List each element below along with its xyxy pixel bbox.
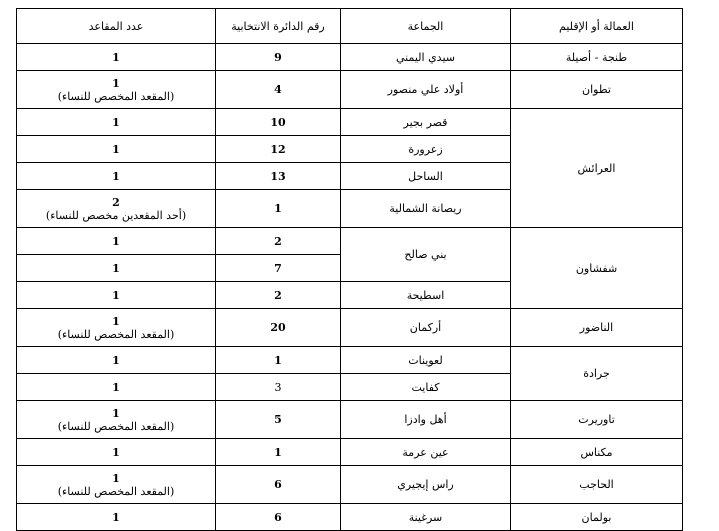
seats-cell	[17, 374, 216, 401]
header-commune: الجماعة	[341, 9, 511, 44]
seats-note: (المقعد المخصص للنساء)	[57, 419, 175, 433]
seats-value: 1	[112, 445, 120, 459]
seats-value: 1	[112, 142, 120, 156]
province-cell: العرائش	[511, 109, 683, 228]
province-cell: طنجة - أصيلة	[511, 44, 683, 71]
seats-value: 1	[112, 353, 120, 367]
seats-value: 1	[112, 288, 120, 302]
district-cell: 1	[216, 439, 341, 466]
seats-cell	[17, 136, 216, 163]
seats-cell	[17, 228, 216, 255]
district-cell: 6	[216, 466, 341, 504]
province-cell: تطوان	[511, 71, 683, 109]
province-cell: الحاجب	[511, 466, 683, 504]
commune-cell: ريصانة الشمالية	[341, 190, 511, 228]
seats-cell	[17, 309, 216, 347]
seats-value: 1	[112, 406, 120, 420]
seats-value: 1	[112, 380, 120, 394]
seats-value: 1	[112, 76, 120, 90]
table-row	[17, 347, 683, 374]
seats-cell	[17, 163, 216, 190]
seats-cell	[17, 466, 216, 504]
commune-cell: سرغينة	[341, 504, 511, 531]
commune-cell: سيدي اليمني	[341, 44, 511, 71]
commune-cell: بني صالح	[341, 228, 511, 282]
commune-cell: أركمان	[341, 309, 511, 347]
seats-value: 1	[112, 314, 120, 328]
seats-note: (المقعد المخصص للنساء)	[57, 484, 175, 498]
province-cell: شفشاون	[511, 228, 683, 309]
seats-cell	[17, 439, 216, 466]
district-cell: 20	[216, 309, 341, 347]
district-cell: 1	[216, 347, 341, 374]
table-row	[17, 71, 683, 109]
district-cell: 2	[216, 228, 341, 255]
commune-cell: راس إيجيري	[341, 466, 511, 504]
province-cell: الناضور	[511, 309, 683, 347]
seats-cell	[17, 401, 216, 439]
seats-cell	[17, 504, 216, 531]
district-cell: 7	[216, 255, 341, 282]
district-cell: 3	[216, 374, 341, 401]
header-row	[17, 9, 683, 44]
seats-cell	[17, 255, 216, 282]
commune-cell: الساحل	[341, 163, 511, 190]
header-province: العمالة أو الإقليم	[511, 9, 683, 44]
district-cell: 12	[216, 136, 341, 163]
district-cell: 5	[216, 401, 341, 439]
commune-cell: قصر بجير	[341, 109, 511, 136]
seats-value: 1	[112, 471, 120, 485]
table-row	[17, 228, 683, 255]
commune-cell: أولاد علي منصور	[341, 71, 511, 109]
district-cell: 2	[216, 282, 341, 309]
commune-cell: أهل وادزا	[341, 401, 511, 439]
table-row	[17, 309, 683, 347]
seats-value: 1	[112, 115, 120, 129]
header-district: رقم الدائرة الانتخابية	[216, 9, 341, 44]
commune-cell: لعوينات	[341, 347, 511, 374]
province-cell: تاوريرت	[511, 401, 683, 439]
district-cell: 6	[216, 504, 341, 531]
province-cell: مكناس	[511, 439, 683, 466]
seats-cell	[17, 347, 216, 374]
table-row	[17, 109, 683, 136]
seats-value: 1	[112, 50, 120, 64]
seats-table	[16, 8, 683, 531]
province-cell: جرادة	[511, 347, 683, 401]
district-cell: 4	[216, 71, 341, 109]
commune-cell: اسطيحة	[341, 282, 511, 309]
seats-value: 1	[112, 510, 120, 524]
commune-cell: زعرورة	[341, 136, 511, 163]
commune-cell: عين عرمة	[341, 439, 511, 466]
district-cell: 13	[216, 163, 341, 190]
seats-cell	[17, 44, 216, 71]
seats-note: (المقعد المخصص للنساء)	[57, 89, 175, 103]
commune-cell: كفايت	[341, 374, 511, 401]
table-row	[17, 401, 683, 439]
seats-cell	[17, 282, 216, 309]
district-cell: 9	[216, 44, 341, 71]
seats-value: 2	[112, 195, 120, 209]
seats-value: 1	[112, 234, 120, 248]
seats-value: 1	[112, 169, 120, 183]
table-row	[17, 439, 683, 466]
table-row	[17, 44, 683, 71]
header-seats: عدد المقاعد	[17, 9, 216, 44]
province-cell: بولمان	[511, 504, 683, 531]
district-cell: 10	[216, 109, 341, 136]
table-row	[17, 504, 683, 531]
seats-value: 1	[112, 261, 120, 275]
seats-cell	[17, 71, 216, 109]
seats-cell	[17, 109, 216, 136]
seats-note: (أحد المقعدين مخصص للنساء)	[45, 208, 187, 222]
seats-cell	[17, 190, 216, 228]
district-cell: 1	[216, 190, 341, 228]
seats-note: (المقعد المخصص للنساء)	[57, 327, 175, 341]
table-row	[17, 466, 683, 504]
